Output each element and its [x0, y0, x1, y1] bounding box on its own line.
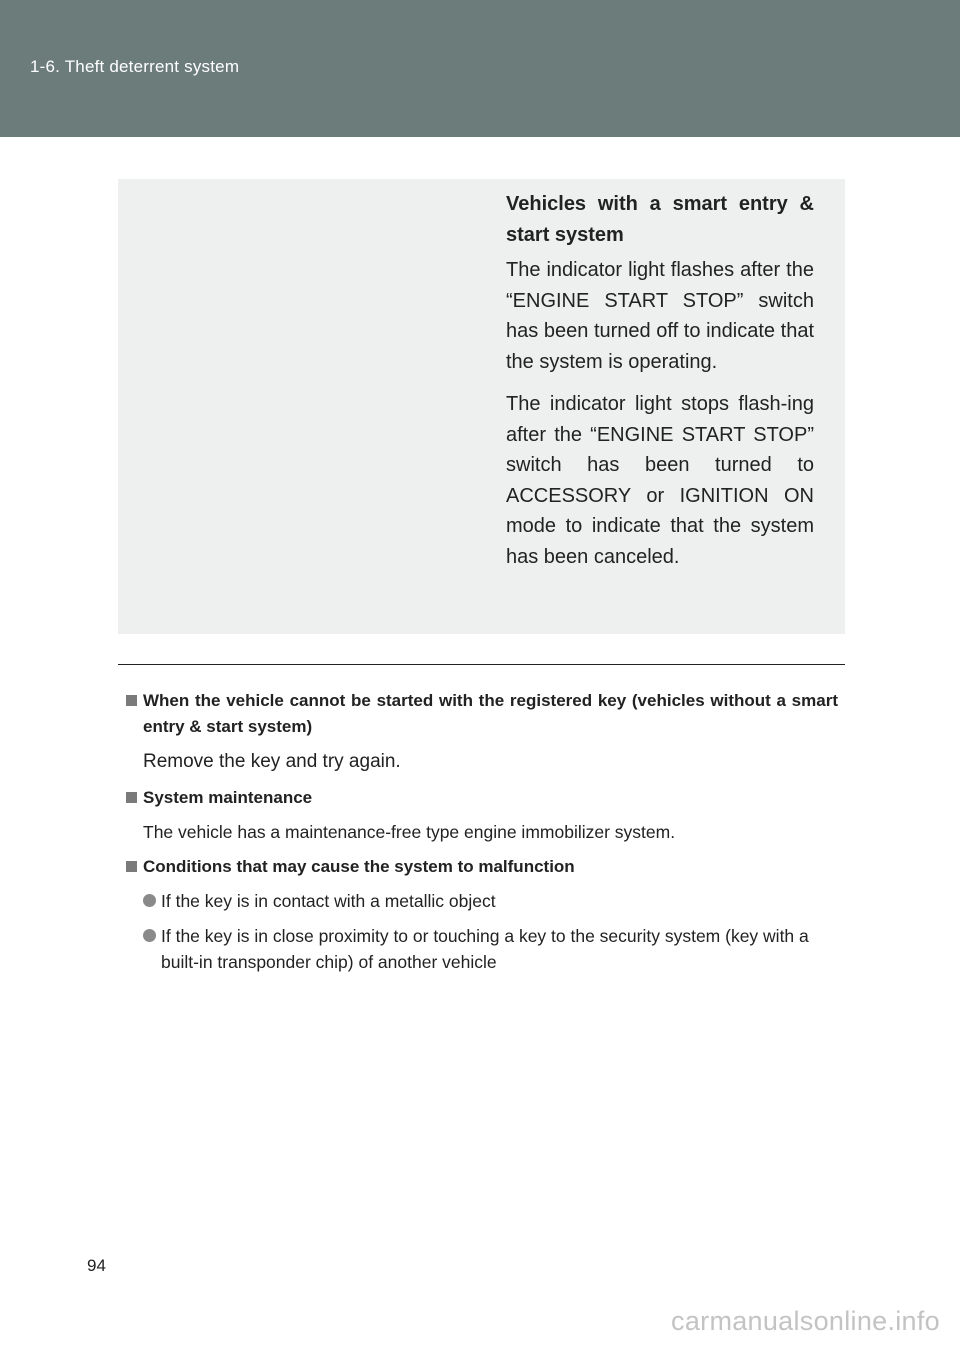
panel-text: [506, 189, 814, 584]
panel-heading: Vehicles with a smart entry & start system: [506, 193, 814, 246]
square-bullet-icon: [126, 695, 137, 706]
list-item-text: If the key is in contact with a metallic object: [161, 891, 496, 911]
note-title-text: Conditions that may cause the system to malfunction: [143, 857, 575, 876]
note-title-text: System maintenance: [143, 788, 313, 807]
panel-paragraph: The indicator light flashes after the “ENGINE START STOP” switch has been turned off to indicate that the system is operating.: [506, 259, 814, 373]
note-title: [126, 785, 838, 811]
panel-paragraph: The indicator light stops flash-ing after the “ENGINE START STOP” switch has been turned to ACCESSORY or IGNITION ON mode to indicate that the system has been canceled.: [506, 393, 814, 568]
circle-bullet-icon: [143, 929, 156, 942]
circle-bullet-icon: [143, 894, 156, 907]
square-bullet-icon: [126, 792, 137, 803]
note-body: The vehicle has a maintenance-free type engine immobilizer system.: [143, 822, 676, 842]
list-item-text: If the key is in close proximity to or touching a key to the security system (key with a built-in transponder chip) of another vehicle: [161, 926, 809, 972]
page-header: [0, 0, 960, 137]
list-item: [126, 888, 838, 914]
illustration-panel: [118, 179, 845, 634]
square-bullet-icon: [126, 861, 137, 872]
note-title-text: When the vehicle cannot be started with the registered key (vehicles without a smart entry & start system): [143, 691, 838, 736]
watermark: carmanualsonline.info: [671, 1306, 940, 1336]
notes-section: [126, 688, 838, 984]
section-divider: [118, 664, 845, 665]
page-number: 94: [87, 1256, 106, 1275]
section-title: 1-6. Theft deterrent system: [30, 57, 240, 76]
note-title: [126, 688, 838, 740]
note-body: Remove the key and try again.: [143, 751, 401, 772]
note-title: [126, 854, 838, 880]
list-item: [126, 923, 838, 975]
